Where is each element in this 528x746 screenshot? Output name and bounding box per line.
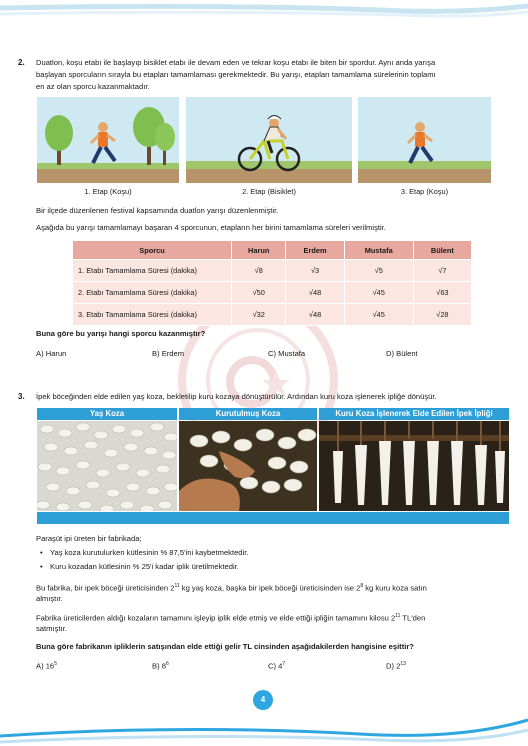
- q3-intro: İpek böceğinden elde edilen yaş koza, bekletilip kuru kozaya dönüştürülür. Ardından kuru koza işlenerek ipliğe dönüşür.: [36, 392, 437, 401]
- q3-question: Buna göre fabrikanın ipliklerin satışından elde ettiği gelir TL cinsinden aşağıdakilerden hangisine eşittir?: [36, 642, 414, 651]
- table-cell: √48: [286, 282, 344, 304]
- table-header: Erdem: [286, 241, 344, 260]
- table-row: [73, 260, 472, 282]
- stage-1-running-illustration: [37, 97, 179, 183]
- table-header: Mustafa: [344, 241, 413, 260]
- q3-option-a[interactable]: [36, 661, 57, 671]
- bullet-dot-icon: •: [40, 548, 43, 557]
- q3-paragraph-1-line-2: almıştır.: [36, 594, 63, 603]
- q3-option-a-base: A) 16: [36, 661, 55, 671]
- q2-question: Buna göre bu yarışı hangi sporcu kazanmıştır?: [36, 329, 206, 338]
- photo-title-fresh-cocoon: Yaş Koza: [37, 408, 177, 420]
- bullet-dot-icon: •: [40, 562, 43, 571]
- q3-paragraph-2-line-2: satmıştır.: [36, 624, 67, 633]
- table-cell: √32: [232, 304, 286, 326]
- q2-option-a[interactable]: A) Harun: [36, 349, 67, 358]
- table-cell: √28: [413, 304, 471, 326]
- table-row: [73, 304, 472, 326]
- table-row: [73, 282, 472, 304]
- photo-strip-bottom-bar: [37, 512, 509, 524]
- q3-para2-part-a: Fabrika üreticilerden aldığı kozaların tamamını işleyip iplik elde etmiş ve elde ettiği ipliğin tamamını kilosu 2: [36, 613, 396, 623]
- table-cell: √45: [344, 304, 413, 326]
- q3-para1-part-c: kg kuru koza satın: [363, 583, 427, 593]
- q2-festival-text: Bir ilçede düzenlenen festival kapsamında duatlon yarışı düzenlenmiştir.: [36, 206, 279, 215]
- q2-table-intro: Aşağıda bu yarışı tamamlamayı başaran 4 sporcunun, etapların her birini tamamlama süreleri verilmiştir.: [36, 223, 386, 232]
- q3-bullet-2: Kuru kozadan kütlesinin % 25'i kadar iplik üretilmektedir.: [50, 562, 239, 571]
- stage-2-caption: 2. Etap (Bisiklet): [242, 187, 296, 196]
- q2-option-c[interactable]: C) Mustafa: [268, 349, 306, 358]
- row-label: 3. Etabı Tamamlama Süresi (dakika): [73, 304, 232, 326]
- silk-thread-photo: [319, 421, 509, 511]
- q3-option-b-exponent: 6: [165, 661, 169, 667]
- table-cell: √45: [344, 282, 413, 304]
- row-label: 1. Etabı Tamamlama Süresi (dakika): [73, 260, 232, 282]
- q3-option-c[interactable]: [268, 661, 285, 671]
- table-cell: √8: [232, 260, 286, 282]
- q3-option-d[interactable]: [386, 661, 406, 671]
- photo-title-silk-thread: Kuru Koza İşlenerek Elde Edilen İpek İpliği: [319, 408, 509, 420]
- q3-para1-exponent-1: 11: [174, 583, 180, 589]
- q3-option-b[interactable]: [152, 661, 169, 671]
- stage-1-caption: 1. Etap (Koşu): [84, 187, 132, 196]
- table-cell: √7: [413, 260, 471, 282]
- q3-option-d-base: D) 2: [386, 661, 401, 671]
- q3-bullet-1: Yaş koza kurutulurken kütlesinin % 87,5'ini kaybetmektedir.: [50, 548, 249, 557]
- q3-option-c-base: C) 4: [268, 661, 283, 671]
- dried-cocoon-photo: [179, 421, 317, 511]
- table-cell: √5: [344, 260, 413, 282]
- q3-para2-part-b: TL'den: [400, 613, 426, 623]
- table-header: Harun: [232, 241, 286, 260]
- q3-para1-part-b: kg yaş koza, başka bir ipek böceği üreticisinden ise 2: [179, 583, 361, 593]
- q3-option-a-exponent: 5: [54, 661, 57, 667]
- q3-option-d-exponent: 13: [400, 661, 406, 667]
- q3-paragraph-2: [36, 611, 516, 624]
- table-cell: √3: [286, 260, 344, 282]
- table-cell: √48: [286, 304, 344, 326]
- q3-factory-text: Paraşüt ipi üreten bir fabrikada;: [36, 534, 142, 543]
- table-header: Bülent: [413, 241, 471, 260]
- q3-paragraph-1: [36, 581, 516, 594]
- photo-title-dried-cocoon: Kurutulmuş Koza: [179, 408, 317, 420]
- row-label: 2. Etabı Tamamlama Süresi (dakika): [73, 282, 232, 304]
- table-header-row: [73, 241, 472, 260]
- q3-para1-exponent-2: 8: [360, 583, 364, 589]
- q3-para2-exponent: 11: [395, 613, 401, 619]
- question-2-number: 2.: [18, 58, 25, 67]
- table-header: Sporcu: [73, 241, 232, 260]
- top-border-decoration: [0, 0, 528, 40]
- table-cell: √63: [413, 282, 471, 304]
- question-3-number: 3.: [18, 392, 25, 401]
- page-number-badge: 4: [253, 690, 273, 710]
- q2-intro-line-1: Duatlon, koşu etabı ile başlayıp bisiklet etabı ile devam eden ve tekrar koşu etabı ile biten bir spordur. Aynı anda yarışa: [36, 58, 436, 67]
- q3-para1-part-a: Bu fabrika, bir ipek böceği üreticisinden 2: [36, 583, 175, 593]
- q2-option-d[interactable]: D) Bülent: [386, 349, 418, 358]
- q3-option-b-base: B) 8: [152, 661, 166, 671]
- stage-2-cycling-illustration: [186, 97, 352, 183]
- fresh-cocoon-photo: [37, 421, 177, 511]
- stage-3-running-illustration: [358, 97, 491, 183]
- q2-intro-line-2: başlayan sporcuların sırayla bu etapları tamamlaması gerekmektedir. Bu yarışı, etapları tamamlama sürelerinin toplamı: [36, 70, 436, 79]
- q3-option-c-exponent: 7: [282, 661, 286, 667]
- stage-3-caption: 3. Etap (Koşu): [400, 187, 449, 196]
- table-cell: √50: [232, 282, 286, 304]
- stage-times-table: [72, 240, 472, 326]
- q2-intro-line-3: en az olan sporcu kazanmaktadır.: [36, 82, 150, 91]
- q2-option-b[interactable]: B) Erdem: [152, 349, 185, 358]
